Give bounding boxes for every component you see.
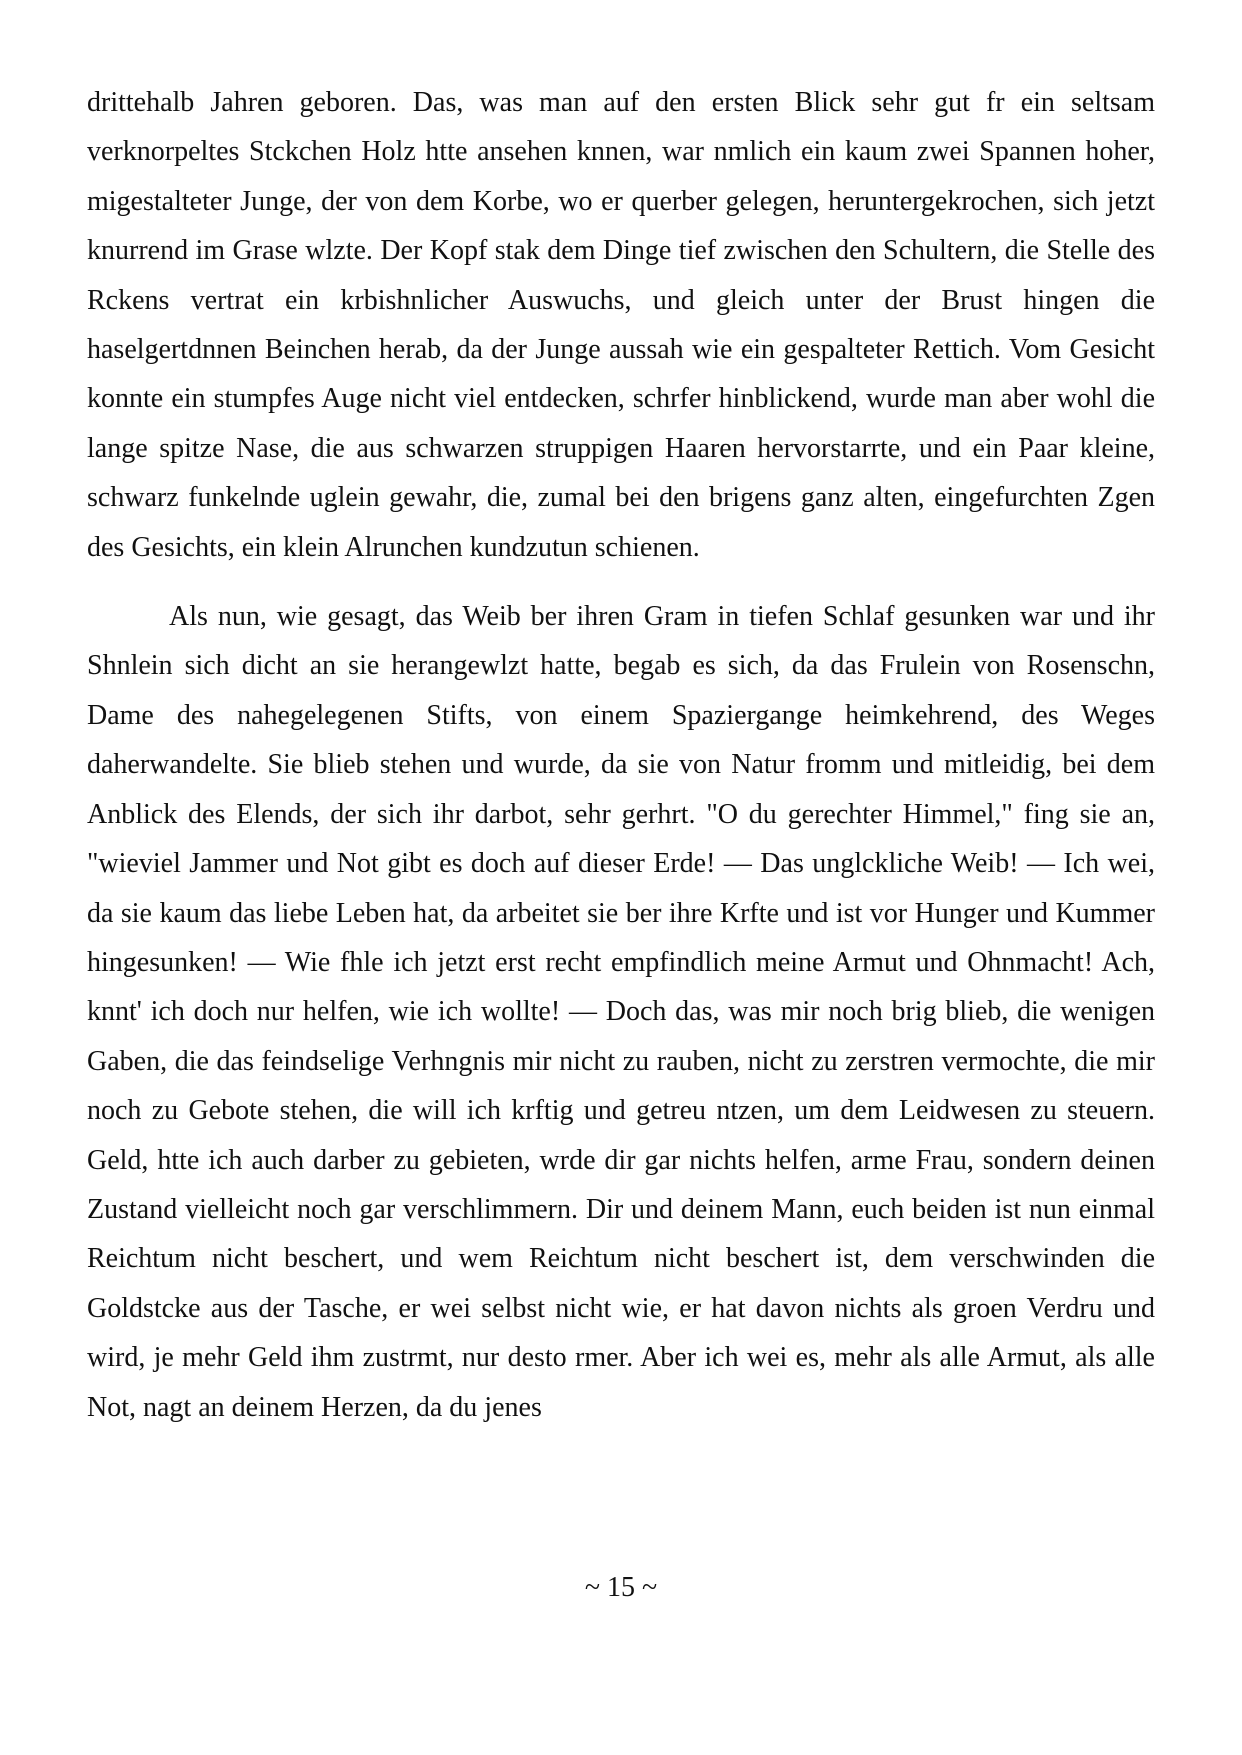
page-number: ~ 15 ~ [584, 1572, 658, 1603]
body-text [87, 78, 1155, 1432]
paragraph-1: drittehalb Jahren geboren. Das, was man auf den ersten Blick sehr gut fr ein seltsam verknorpeltes Stckchen Holz htte ansehen knnen, war nmlich ein kaum zwei Spannen hoher, migestalteter Junge, der von dem Korbe, wo er querber gelegen, heruntergekrochen, sich jetzt knurrend im Grase wlzte. Der Kopf stak dem Dinge tief zwischen den Schultern, die Stelle des Rckens vertrat ein krbishnlicher Auswuchs, und gleich unter der Brust hingen die haselgertdnnen Beinchen herab, da der Junge aussah wie ein gespalteter Rettich. Vom Gesicht konnte ein stumpfes Auge nicht viel entdecken, schrfer hinblickend, wurde man aber wohl die lange spitze Nase, die aus schwarzen struppigen Haaren hervorstarrte, und ein Paar kleine, schwarz funkelnde uglein gewahr, die, zumal bei den brigens ganz alten, eingefurchten Zgen des Gesichts, ein klein Alrunchen kundzutun schienen. [87, 87, 1155, 563]
paragraph-2: Als nun, wie gesagt, das Weib ber ihren Gram in tiefen Schlaf gesunken war und ihr Shnlein sich dicht an sie herangewlzt hatte, begab es sich, da das Frulein von Rosenschn, Dame des nahegelegenen Stifts, von einem Spaziergange heimkehrend, des Weges daherwandelte. Sie blieb stehen und wurde, da sie von Natur fromm und mitleidig, bei dem Anblick des Elends, der sich ihr darbot, sehr gerhrt. "O du gerechter Himmel," fing sie an, "wieviel Jammer und Not gibt es doch auf dieser Erde! — Das unglckliche Weib! — Ich wei, da sie kaum das liebe Leben hat, da arbeitet sie ber ihre Krfte und ist vor Hunger und Kummer hingesunken! — Wie fhle ich jetzt erst recht empfindlich meine Armut und Ohnmacht! Ach, knnt' ich doch nur helfen, wie ich wollte! — Doch das, was mir noch brig blieb, die wenigen Gaben, die das feindselige Verhngnis mir nicht zu rauben, nicht zu zerstren vermochte, die mir noch zu Gebote stehen, die will ich krftig und getreu ntzen, um dem Leidwesen zu steuern. Geld, htte ich auch darber zu gebieten, wrde dir gar nichts helfen, arme Frau, sondern deinen Zustand vielleicht noch gar verschlimmern. Dir und deinem Mann, euch beiden ist nun einmal Reichtum nicht beschert, und wem Reichtum nicht beschert ist, dem verschwinden die Goldstcke aus der Tasche, er wei selbst nicht wie, er hat davon nichts als groen Verdru und wird, je mehr Geld ihm zustrmt, nur desto rmer. Aber ich wei es, mehr als alle Armut, als alle Not, nagt an deinem Herzen, da du jenes [87, 601, 1155, 1423]
